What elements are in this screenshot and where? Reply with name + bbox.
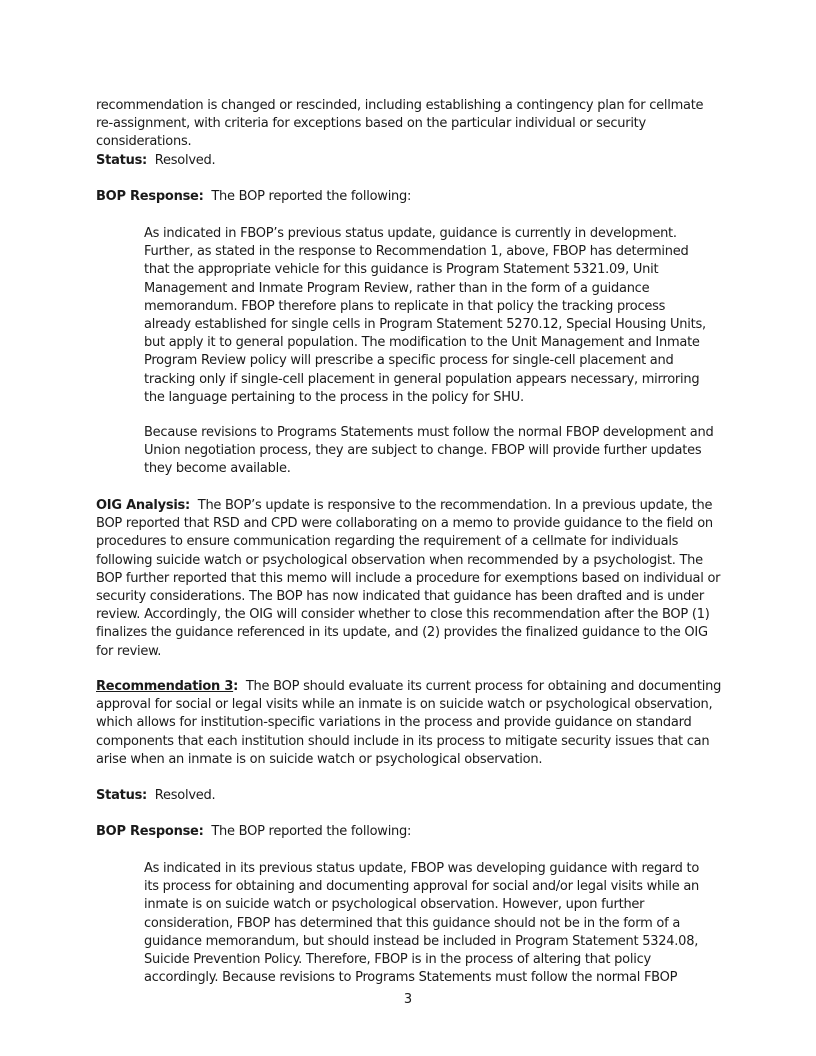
oig-analysis-text: The BOP’s update is responsive to the recommendation. In a previous update, the BOP reported that RSD and CPD were collaborating on a memo to provide guidance to the field on procedures to ensure communication regarding the requirement of a cellmate for individuals following suicide watch or psychological observation when recommended by a psychologist. The BOP further reported that this memo will include a procedure for exemptions based on individual or security considerations. The BOP has now indicated that guidance has been drafted and is under review. Accordingly, the OIG will consider whether to close this recommendation after the BOP (1) finalizes the guidance referenced in its update, and (2) provides the finalized guidance to the OIG for review. (96, 498, 721, 659)
rec2-response-paragraph-2: Because revisions to Programs Statements must follow the normal FBOP development and Union negotiation process, they are subject to change. FBOP will provide further updates they become available. (144, 425, 714, 477)
status-label: Status: (96, 153, 148, 168)
recommendation-3-text: The BOP should evaluate its current process for obtaining and documenting approval for social or legal visits while an inmate is on suicide watch or psychological observation, which allows for institution-specific variations in the process and provide guidance on standard components that each institution should include in its process to mitigate security issues that can arise when an inmate is on suicide watch or psychological observation. (96, 679, 722, 767)
oig-analysis-paragraph (96, 497, 722, 661)
page-number: 3 (403, 992, 413, 1007)
rec2-status-line (96, 152, 722, 170)
rec3-status-value: Resolved. (154, 788, 216, 803)
rec3-bop-response-label: BOP Response: (96, 824, 204, 839)
rec2-bop-response-line (96, 188, 722, 206)
intro-paragraph: recommendation is changed or rescinded, including establishing a contingency plan for cellmate re-assignment, with criteria for exceptions based on the particular individual or security considerations. (96, 98, 704, 150)
rec2-response-paragraph-1: As indicated in FBOP’s previous status update, guidance is currently in development. Further, as stated in the response to Recommendation 1, above, FBOP has determined that the appropriate vehicle for this guidance is Program Statement 5321.09, Unit Management and Inmate Program Review, rather than in the form of a guidance memorandum. FBOP therefore plans to replicate in that policy the tracking process already established for single cells in Program Statement 5270.12, Special Housing Units, but apply it to general population. The modification to the Unit Management and Inmate Program Review policy will prescribe a specific process for single-cell placement and tracking only if single-cell placement in general population appears necessary, mirroring the language pertaining to the process in the policy for SHU. (144, 226, 706, 405)
rec3-bop-response-text: The BOP reported the following: (211, 824, 412, 839)
bop-response-text: The BOP reported the following: (211, 189, 412, 204)
recommendation-3-label: Recommendation 3 (96, 679, 234, 694)
oig-analysis-label: OIG Analysis: (96, 498, 190, 513)
bop-response-label: BOP Response: (96, 189, 204, 204)
status-value: Resolved. (154, 153, 216, 168)
rec3-status-line (96, 787, 722, 805)
rec3-bop-response-line (96, 823, 722, 841)
rec3-status-label: Status: (96, 788, 148, 803)
recommendation-3-paragraph: Recommendation 3: The BOP should evaluate its current process for obtaining and documenting approval for social or legal visits while an inmate is on suicide watch or psychological observation, which allows for institution-specific variations in the process and provide guidance on standard components that each institution should include in its process to mitigate security issues that can arise when an inmate is on suicide watch or psychological observation. (96, 679, 722, 767)
rec3-response-paragraph-1: As indicated in its previous status update, FBOP was developing guidance with regard to its process for obtaining and documenting approval for social and/or legal visits while an inmate is on suicide watch or psychological observation. However, upon further consideration, FBOP has determined that this guidance should not be in the form of a guidance memorandum, but should instead be included in Program Statement 5324.08, Suicide Prevention Policy. Therefore, FBOP is in the process of altering that policy accordingly. Because revisions to Programs Statements must follow the normal FBOP (144, 861, 700, 986)
